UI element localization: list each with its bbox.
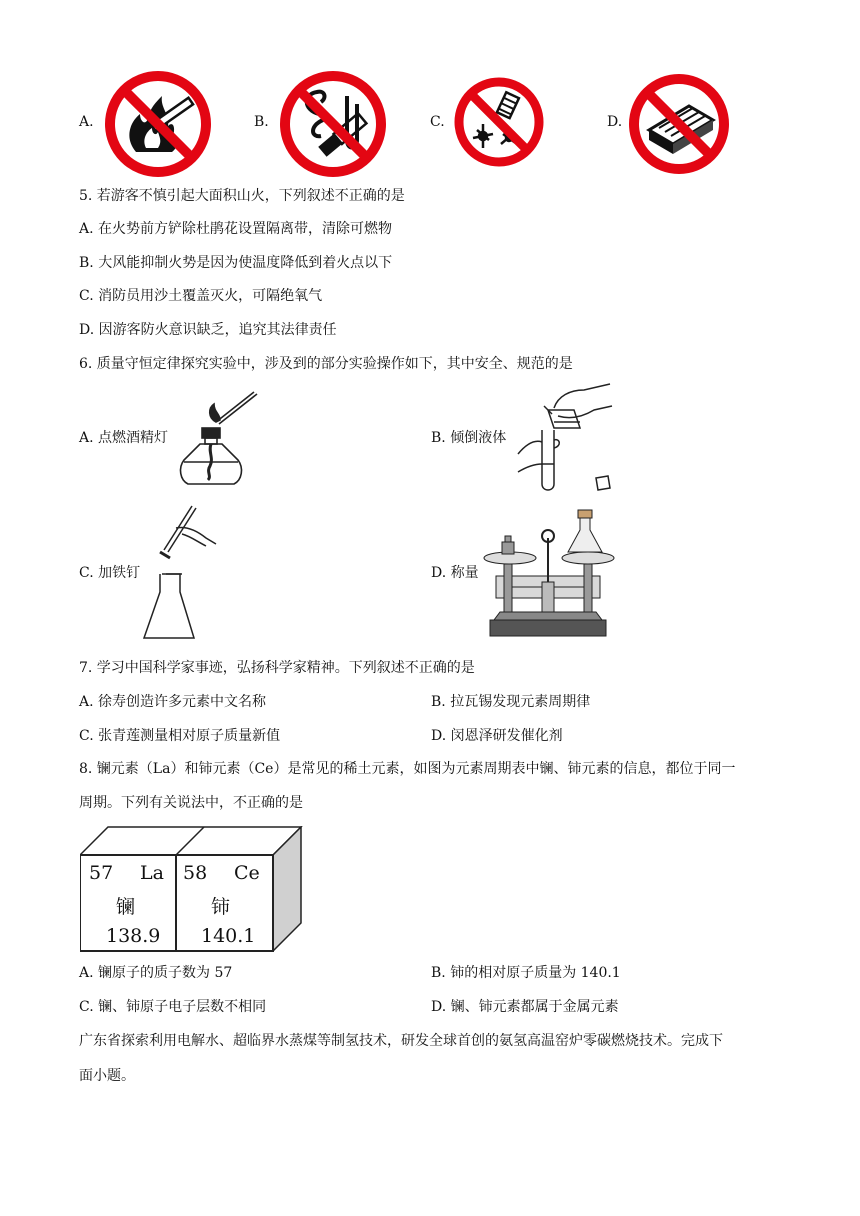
option-c: C. 消防员用沙土覆盖灭火，可隔绝氧气	[79, 288, 323, 304]
alcohol-lamp-icon	[172, 388, 262, 488]
question-stem: 6. 质量守恒定律探究实验中，涉及到的部分实验操作如下，其中安全、规范的是	[79, 356, 573, 372]
option-a-label: A. 点燃酒精灯	[79, 430, 169, 446]
option-c-label: C. 加铁钉	[79, 565, 141, 581]
option-c: C. 镧、铈原子电子层数不相同	[79, 999, 267, 1015]
atomic-mass: 138.9	[106, 925, 161, 947]
option-d: D. 镧、铈元素都属于金属元素	[431, 999, 619, 1015]
balance-scale-icon	[480, 508, 616, 638]
atomic-mass: 140.1	[201, 925, 256, 947]
element-name: 铈	[211, 896, 231, 918]
atomic-number: 58	[183, 862, 208, 884]
option-a: A. 镧原子的质子数为 57	[79, 965, 233, 981]
option-label: A.	[79, 114, 94, 130]
option-label: C.	[430, 114, 445, 130]
option-d: D. 闵恩泽研发催化剂	[431, 728, 563, 744]
question-stem: 7. 学习中国科学家事迹，弘扬科学家精神。下列叙述不正确的是	[79, 660, 475, 676]
option-b: B. 大风能抑制火势是因为使温度降低到着火点以下	[79, 255, 393, 271]
question-stem-line2: 周期。下列有关说法中，不正确的是	[79, 795, 303, 811]
option-b-label: B. 倾倒液体	[431, 430, 507, 446]
element-symbol: Ce	[234, 862, 260, 884]
adding-nail-icon	[140, 500, 220, 642]
option-label: D.	[607, 114, 623, 130]
no-smoking-icon	[278, 69, 388, 179]
no-fireworks-icon	[453, 76, 545, 168]
option-b: B. 拉瓦锡发现元素周期律	[431, 694, 591, 710]
element-symbol: La	[140, 862, 164, 884]
question-stem-line1: 8. 镧元素（La）和铈元素（Ce）是常见的稀土元素，如图为元素周期表中镧、铈元素的信息，都位于同一	[79, 761, 736, 777]
option-d-label: D. 称量	[431, 565, 479, 581]
option-a: A. 徐寿创造许多元素中文名称	[79, 694, 267, 710]
option-c: C. 张青莲测量相对原子质量新值	[79, 728, 281, 744]
passage-line2: 面小题。	[79, 1068, 135, 1084]
option-b: B. 铈的相对原子质量为 140.1	[431, 965, 621, 981]
pouring-liquid-icon	[514, 380, 614, 498]
no-open-flame-icon	[103, 69, 213, 179]
question-stem: 5. 若游客不慎引起大面积山火，下列叙述不正确的是	[79, 188, 405, 204]
passage-line1: 广东省探索利用电解水、超临界水蒸煤等制氢技术，研发全球首创的氨氢高温窑炉零碳燃烧技术。完成下	[79, 1033, 723, 1049]
no-matches-icon	[628, 73, 730, 175]
atomic-number: 57	[89, 862, 114, 884]
option-d: D. 因游客防火意识缺乏，追究其法律责任	[79, 322, 337, 338]
option-label: B.	[254, 114, 269, 130]
option-a: A. 在火势前方铲除杜鹃花设置隔离带，清除可燃物	[79, 221, 393, 237]
element-name: 镧	[116, 896, 136, 918]
